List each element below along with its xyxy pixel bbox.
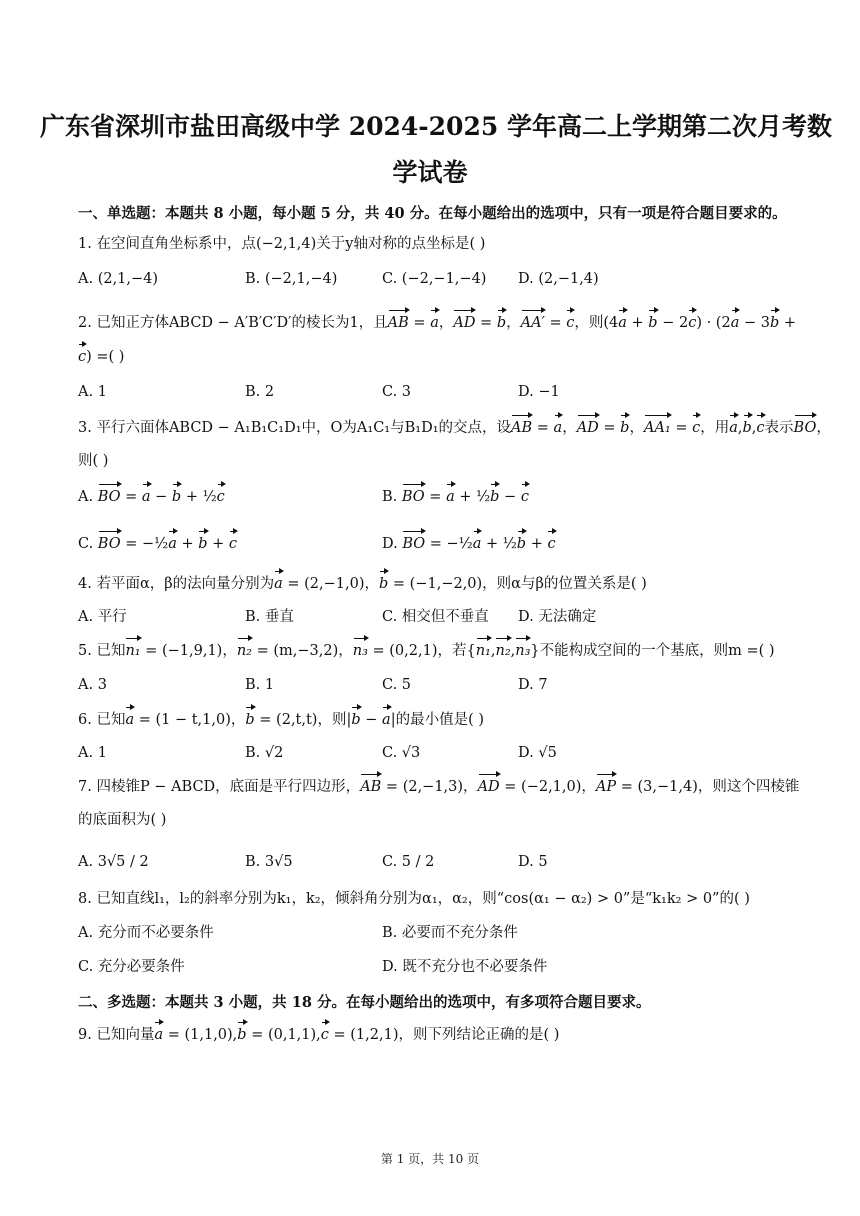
question-5-option-c: C. 5 [382,677,412,693]
question-2-stem-line2: c) =( ) [78,349,125,365]
question-8-option-a: A. 充分而不必要条件 [78,925,214,941]
question-8-option-d: D. 既不充分也不必要条件 [382,959,548,975]
question-5-option-d: D. 7 [518,677,548,693]
question-4-option-d: D. 无法确定 [518,609,597,625]
question-7-stem-line1: 7. 四棱锥P − ABCD，底面是平行四边形，AB = (2,−1,3)，AD = (−2,1,0)，AP = (3,−1,4)，则这个四棱锥 [78,779,800,795]
vector-a: a [430,315,439,331]
question-7-option-c: C. 5 / 2 [382,854,435,870]
exam-title-line2: 学试卷 [392,158,468,187]
question-1-option-b: B. (−2,1,−4) [245,271,338,287]
question-6-option-b: B. √2 [245,745,284,761]
question-3-option-b: B. BO = a + ½b − c [382,489,529,505]
question-4-option-c: C. 相交但不垂直 [382,609,489,625]
question-3-stem-line1: 3. 平行六面体ABCD − A₁B₁C₁D₁中，O为A₁C₁与B₁D₁的交点，设AB = a，AD = b，AA₁ = c，用a,b,c表示BO， [78,420,831,436]
section-multiple-choice-header: 二、多选题：本题共 3 小题，共 18 分。在每小题给出的选项中，有多项符合题目要求。 [78,994,651,1011]
question-2-option-a: A. 1 [78,384,107,400]
question-2-option-d: D. −1 [518,384,560,400]
section-single-choice-header: 一、单选题：本题共 8 小题，每小题 5 分，共 40 分。在每小题给出的选项中，只有一项是符合题目要求的。 [78,205,787,222]
question-3-option-a: A. BO = a − b + ½c [78,489,225,505]
vector-aa-prime: AA′ [520,315,545,331]
question-9-stem: 9. 已知向量a = (1,1,0),b = (0,1,1),c = (1,2,1)，则下列结论正确的是( ) [78,1027,560,1043]
question-6-stem: 6. 已知a = (1 − t,1,0)，b = (2,t,t)，则|b − a|的最小值是( ) [78,712,484,728]
question-5-option-b: B. 1 [245,677,275,693]
question-8-option-b: B. 必要而不充分条件 [382,925,518,941]
vector-b: b [496,315,507,331]
question-5-option-a: A. 3 [78,677,107,693]
question-1-option-a: A. (2,1,−4) [78,271,159,287]
vector-ad: AD [453,315,476,331]
question-7-option-b: B. 3√5 [245,854,293,870]
question-6-option-d: D. √5 [518,745,557,761]
question-3-stem-line2: 则( ) [78,453,109,469]
question-7-option-d: D. 5 [518,854,548,870]
question-2-option-b: B. 2 [245,384,275,400]
question-1-option-d: D. (2,−1,4) [518,271,599,287]
question-3-option-d: D. BO = −½a + ½b + c [382,536,556,552]
question-7-option-a: A. 3√5 / 2 [78,854,149,870]
exam-title-line1: 广东省深圳市盐田高级中学 2024-2025 学年高二上学期第二次月考数 [40,112,832,141]
vector-c: c [566,315,575,331]
question-4-stem: 4. 若平面α，β的法向量分别为a = (2,−1,0)，b = (−1,−2,0)，则α与β的位置关系是( ) [78,576,647,592]
question-6-option-c: C. √3 [382,745,421,761]
question-1-stem: 1. 在空间直角坐标系中，点(−2,1,4)关于y轴对称的点坐标是( ) [78,236,486,252]
question-7-stem-line2: 的底面积为( ) [78,812,167,828]
question-5-stem: 5. 已知n₁ = (−1,9,1)，n₂ = (m,−3,2)，n₃ = (0,2,1)，若{n₁,n₂,n₃}不能构成空间的一个基底，则m =( ) [78,643,775,659]
page-footer: 第 1 页，共 10 页 [380,1152,480,1166]
question-8-stem: 8. 已知直线l₁，l₂的斜率分别为k₁，k₂，倾斜角分别为α₁，α₂，则“cos(α₁ − α₂) > 0”是“k₁k₂ > 0”的( ) [78,891,750,907]
vector-ab: AB [387,315,409,331]
question-3-option-c: C. BO = −½a + b + c [78,536,238,552]
question-4-option-b: B. 垂直 [245,609,294,625]
question-6-option-a: A. 1 [78,745,107,761]
question-2-stem-line1: 2. 已知正方体ABCD − A′B′C′D′的棱长为1，且AB = a，AD = b，AA′ = c，则(4a + b − 2c) · (2a − 3b + [78,315,796,331]
question-2-option-c: C. 3 [382,384,412,400]
question-1-option-c: C. (−2,−1,−4) [382,271,487,287]
question-8-option-c: C. 充分必要条件 [78,959,185,975]
question-4-option-a: A. 平行 [78,609,127,625]
